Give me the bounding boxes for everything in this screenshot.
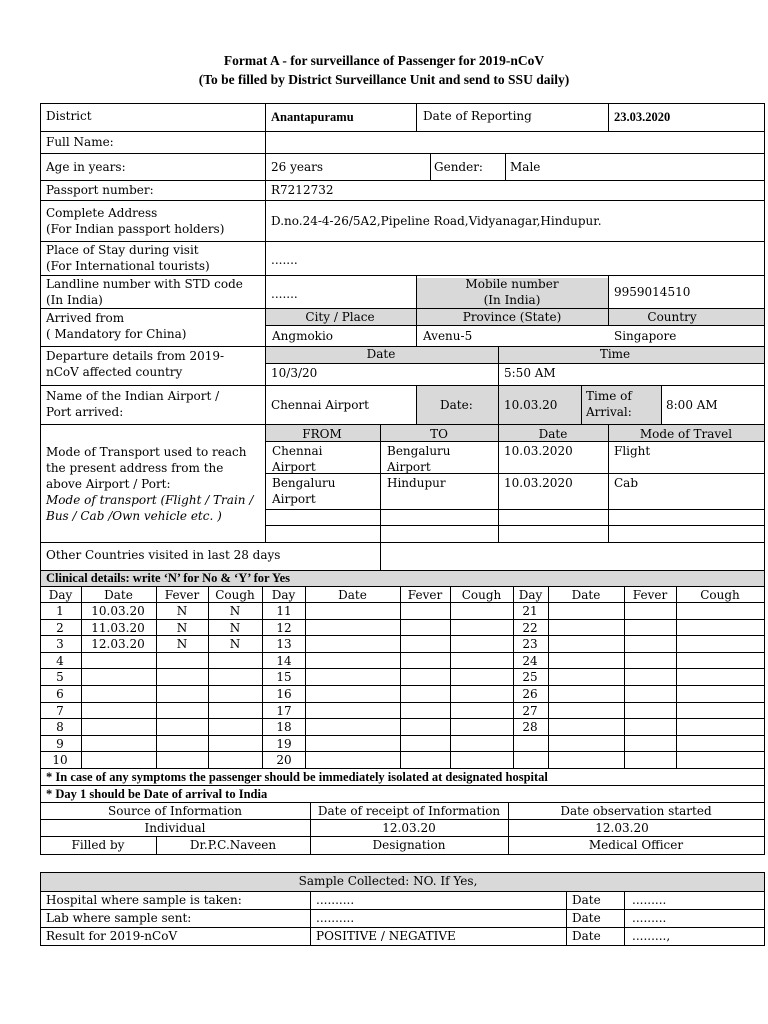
rule-h (40, 635, 765, 636)
rule-v (608, 275, 609, 326)
departure-time-header: Time (599, 347, 631, 361)
observation-value: 12.03.20 (595, 821, 649, 835)
clinical-day: 3 (56, 637, 64, 652)
gender-label: Gender: (434, 160, 483, 174)
transport-label-3: above Airport / Port: (46, 477, 171, 491)
rule-v (40, 872, 41, 946)
result-date-label: Date (572, 929, 601, 943)
transport-mode-header: Mode of Travel (639, 427, 733, 441)
clinical-day: 17 (276, 703, 292, 718)
clinical-day: 24 (522, 653, 538, 668)
transport-label-4: Mode of transport (Flight / Train / (46, 493, 254, 507)
receipt-value: 12.03.20 (382, 821, 436, 835)
rule-v (498, 385, 499, 425)
rule-h (40, 131, 765, 132)
rule-v (676, 586, 677, 769)
rule-v (416, 275, 417, 326)
rule-v (380, 424, 381, 571)
transport-from-2: Airport (272, 460, 316, 474)
designation-label: Designation (372, 838, 446, 852)
transport-date: 10.03.2020 (504, 444, 573, 458)
district-value: Anantapuramu (271, 110, 354, 124)
filled-by-label: Filled by (71, 838, 125, 852)
clinical-header-2-1: Date (571, 588, 601, 602)
rule-v (208, 586, 209, 769)
transport-mode: Cab (614, 476, 639, 490)
rule-h (40, 735, 765, 736)
age-label: Age in years: (46, 160, 126, 174)
province-value: Avenu-5 (423, 329, 473, 343)
clinical-date: 10.03.20 (91, 604, 145, 618)
rule-v (416, 325, 417, 347)
arrived-label: Arrived from (46, 311, 125, 325)
transport-from-header: FROM (302, 427, 342, 441)
rule-h (40, 424, 765, 425)
mobile-value: 9959014510 (614, 285, 691, 299)
airport-label: Name of the Indian Airport / (46, 389, 220, 403)
rule-v (310, 836, 311, 855)
departure-label-2: nCoV affected country (46, 365, 183, 379)
clinical-day: 18 (276, 720, 292, 735)
hospital-label: Hospital where sample is taken: (46, 893, 242, 907)
departure-label: Departure details from 2019- (46, 349, 225, 363)
transport-date-header: Date (538, 427, 568, 441)
rule-v (498, 346, 499, 386)
rule-v (400, 586, 401, 769)
clinical-day: 9 (56, 736, 64, 751)
rule-h (40, 718, 765, 719)
rule-v (608, 424, 609, 543)
transport-date: 10.03.2020 (504, 476, 573, 490)
arrival-time-value: 8:00 AM (666, 398, 718, 412)
full-name-label: Full Name: (46, 135, 114, 149)
hospital-date-label: Date (572, 893, 601, 907)
observation-header: Date observation started (560, 804, 712, 818)
clinical-day: 13 (276, 637, 292, 652)
rule-v (262, 586, 263, 769)
rule-v (430, 153, 431, 181)
rule-h (40, 702, 765, 703)
rule-v (416, 385, 417, 425)
district-label: District (46, 109, 92, 123)
arrival-time-label-2: Arrival: (586, 405, 632, 419)
clinical-day: 27 (522, 703, 538, 718)
clinical-day: 26 (522, 687, 538, 701)
rule-v (498, 424, 499, 543)
transport-from-2: Airport (272, 492, 316, 506)
clinical-date: 11.03.20 (91, 620, 145, 635)
clinical-header-1-1: Date (338, 588, 367, 602)
hospital-value: .......... (316, 893, 355, 907)
lab-label: Lab where sample sent: (46, 911, 192, 925)
arrival-time-label: Time of (586, 389, 632, 403)
address-value: D.no.24-4-26/5A2,Pipeline Road,Vidyanagar,Hindupur. (271, 214, 602, 228)
rule-v (156, 586, 157, 769)
clinical-day: 22 (522, 620, 538, 635)
transport-from: Chennai (272, 444, 323, 458)
airport-value: Chennai Airport (271, 398, 369, 412)
day-one-note: * Day 1 should be Date of arrival to India (46, 787, 268, 801)
rule-v (305, 586, 306, 769)
sample-header: Sample Collected: NO. If Yes, (298, 874, 478, 888)
clinical-header-1-3: Cough (461, 588, 502, 602)
stay-label: Place of Stay during visit (46, 243, 199, 257)
city-header: City / Place (305, 310, 375, 324)
rule-v (508, 802, 509, 837)
clinical-day: 1 (56, 604, 64, 618)
symptom-note: * In case of any symptoms the passenger should be immediately isolated at designated hospital (46, 770, 548, 784)
transport-label-2: the present address from the (46, 461, 224, 475)
clinical-date: 12.03.20 (91, 637, 145, 652)
transport-label: Mode of Transport used to reach (46, 445, 247, 459)
rule-v (566, 891, 567, 946)
source-value: Individual (144, 821, 206, 835)
rule-h (265, 473, 765, 474)
clinical-day: 25 (522, 670, 538, 685)
clinical-day: 4 (56, 653, 64, 668)
clinical-cough: N (229, 620, 241, 635)
clinical-header-1-2: Fever (407, 588, 443, 602)
rule-v (548, 586, 549, 769)
clinical-header-0-3: Cough (215, 588, 255, 602)
clinical-header-2-2: Fever (632, 588, 668, 602)
clinical-header-1-0: Day (271, 588, 296, 602)
transport-label-5: Bus / Cab /Own vehicle etc. ) (46, 509, 222, 523)
rule-v (608, 103, 609, 132)
address-label: Complete Address (46, 206, 158, 220)
rule-h (40, 542, 765, 543)
rule-v (624, 891, 625, 946)
rule-h (40, 153, 765, 154)
rule-h (40, 668, 765, 669)
passport-label: Passport number: (46, 183, 154, 197)
result-date-value: ........., (632, 929, 671, 943)
rule-h (265, 325, 765, 326)
mobile-label-note: (In India) (483, 293, 541, 307)
rule-h (40, 945, 765, 946)
city-value: Angmokio (272, 329, 334, 343)
lab-value: .......... (316, 911, 355, 925)
rule-h (40, 180, 765, 181)
stay-value: ....... (271, 253, 298, 267)
source-header: Source of Information (107, 804, 243, 818)
receipt-header: Date of receipt of Information (317, 804, 501, 818)
stay-label-note: (For International tourists) (46, 259, 210, 273)
clinical-day: 6 (56, 687, 64, 701)
clinical-day: 11 (276, 604, 292, 618)
clinical-day: 14 (276, 653, 292, 668)
rule-h (40, 103, 765, 104)
rule-h (265, 525, 765, 526)
rule-v (40, 103, 41, 855)
transport-from: Bengaluru (272, 476, 336, 490)
gender-value: Male (510, 160, 541, 174)
form-title: Format A - for surveillance of Passenger for 2019-nCoV (223, 53, 545, 68)
other-countries-label: Other Countries visited in last 28 days (46, 548, 281, 562)
rule-h (40, 619, 765, 620)
clinical-day: 5 (56, 670, 64, 685)
clinical-day: 15 (276, 670, 292, 685)
clinical-fever: N (176, 637, 188, 652)
date-reporting-label: Date of Reporting (423, 109, 532, 123)
rule-v (661, 385, 662, 425)
clinical-day: 2 (56, 620, 64, 635)
clinical-header-2-0: Day (518, 588, 543, 602)
departure-date-value: 10/3/20 (271, 366, 318, 380)
rule-v (450, 586, 451, 769)
transport-to-2: Airport (387, 460, 431, 474)
clinical-day: 8 (56, 720, 64, 735)
date-reporting-value: 23.03.2020 (614, 110, 671, 124)
hospital-date-value: ......... (632, 893, 667, 907)
rule-h (40, 854, 765, 855)
clinical-header-0-1: Date (104, 588, 133, 602)
designation-value: Medical Officer (588, 838, 684, 852)
rule-v (156, 836, 157, 855)
clinical-header-0-2: Fever (164, 588, 200, 602)
arrival-date-value: 10.03.20 (504, 398, 558, 412)
clinical-day: 20 (276, 753, 292, 768)
rule-v (764, 103, 765, 855)
rule-v (81, 586, 82, 769)
clinical-title: Clinical details: write ‘N’ for No & ‘Y’ for Yes (46, 571, 291, 585)
rule-v (310, 891, 311, 946)
clinical-cough: N (229, 604, 241, 618)
lab-date-value: ......... (632, 911, 667, 925)
clinical-day: 19 (276, 736, 292, 751)
rule-v (581, 385, 582, 425)
transport-to: Bengaluru (387, 444, 451, 458)
rule-h (40, 200, 765, 201)
clinical-day: 28 (522, 720, 538, 735)
rule-h (265, 509, 765, 510)
landline-label-note: (In India) (46, 293, 103, 307)
lab-date-label: Date (572, 911, 601, 925)
clinical-day: 23 (522, 637, 538, 652)
rule-h (40, 346, 765, 347)
country-header: Country (647, 310, 697, 324)
transport-to-header: TO (430, 427, 448, 441)
country-value: Singapore (614, 329, 677, 343)
rule-h (40, 385, 765, 386)
form-subtitle: (To be filled by District Surveillance Unit and send to SSU daily) (198, 72, 570, 87)
arrived-label-note: ( Mandatory for China) (46, 327, 187, 341)
address-label-note: (For Indian passport holders) (46, 222, 225, 236)
rule-h (265, 363, 765, 364)
clinical-day: 16 (276, 687, 292, 701)
rule-v (508, 836, 509, 855)
landline-label: Landline number with STD code (46, 277, 243, 291)
rule-v (624, 586, 625, 769)
departure-date-header: Date (366, 347, 396, 361)
airport-label-2: Port arrived: (46, 405, 124, 419)
rule-v (513, 586, 514, 769)
transport-to: Hindupur (387, 476, 446, 490)
clinical-fever: N (176, 620, 188, 635)
rule-v (764, 872, 765, 946)
departure-header-shade (265, 346, 764, 363)
mobile-label: Mobile number (465, 277, 559, 291)
landline-value: ....... (271, 287, 298, 301)
clinical-day: 12 (276, 620, 292, 635)
province-header: Province (State) (462, 310, 562, 324)
rule-h (40, 685, 765, 686)
result-value: POSITIVE / NEGATIVE (316, 929, 456, 943)
result-label: Result for 2019-nCoV (46, 929, 178, 943)
clinical-day: 7 (56, 703, 64, 718)
rule-h (40, 652, 765, 653)
passport-value: R7212732 (271, 183, 334, 197)
filled-by-value: Dr.P.C.Naveen (189, 838, 277, 852)
arrival-date-label: Date: (440, 398, 473, 412)
rule-h (40, 751, 765, 752)
age-value: 26 years (271, 160, 324, 174)
clinical-header-2-3: Cough (700, 588, 740, 602)
departure-time-value: 5:50 AM (504, 366, 556, 380)
clinical-day: 10 (52, 753, 68, 768)
transport-mode: Flight (614, 444, 651, 458)
clinical-day: 21 (522, 604, 538, 618)
rule-v (416, 103, 417, 132)
rule-v (265, 103, 266, 543)
rule-v (505, 153, 506, 181)
clinical-header-0-0: Day (48, 588, 73, 602)
rule-v (310, 802, 311, 837)
clinical-cough: N (229, 637, 241, 652)
clinical-fever: N (176, 604, 188, 618)
